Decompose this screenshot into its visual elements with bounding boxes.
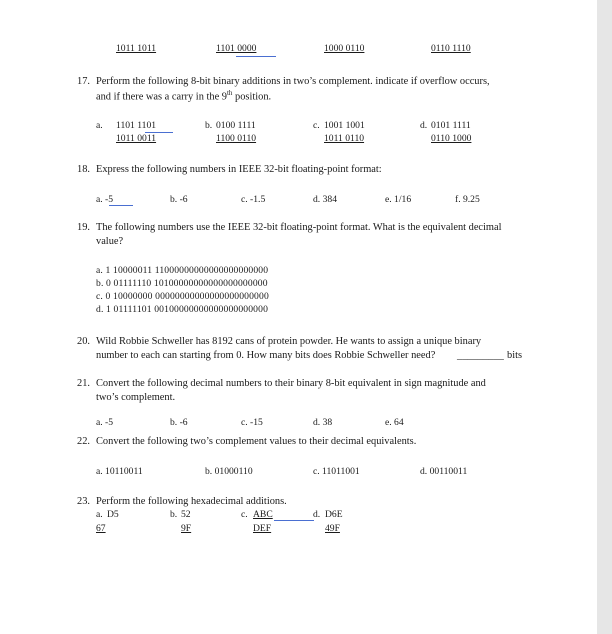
page-margin-scrollbar [597,0,612,634]
q18-item-a-spellcheck-underline [109,205,133,206]
q17-item-a-label: a. [96,120,103,131]
q21-text-line2: two’s complement. [96,392,176,403]
q18-item-a: a. -5 [96,194,114,205]
q19-item-a: a. 1 10000011 11000000000000000000000 [96,265,269,276]
q22-item-c: c. 11011001 [313,466,360,477]
q19-item-c: c. 0 10000000 00000000000000000000000 [96,291,269,302]
q23-item-b-top: 52 [181,509,191,520]
q20-text-line2: number to each can starting from 0. How many bits does Robbie Schweller need? [96,350,436,361]
q23-item-a-label: a. [96,509,103,520]
q23-item-c-top: ABC [253,509,273,520]
q21-item-b: b. -6 [170,417,188,428]
q18-item-c: c. -1.5 [241,194,266,205]
q16-value-b: 1101 0000 [216,43,257,54]
q17-item-b-bottom: 1100 0110 [216,133,257,144]
q21-text-line1: Convert the following decimal numbers to their binary 8-bit equivalent in sign magnitude and [96,378,486,389]
q18-item-f: f. 9.25 [455,194,480,205]
q19-item-d: d. 1 01111101 00100000000000000000000 [96,304,269,315]
q17-text-line1: Perform the following 8-bit binary additions in two’s complement. indicate if overflow occurs, [96,76,490,87]
q20-number: 20. [77,336,90,347]
q22-item-a: a. 10110011 [96,466,143,477]
q17-item-d-top: 0101 1111 [431,120,471,131]
q17-item-c-bottom: 1011 0110 [324,133,365,144]
q20-answer-blank[interactable]: _________ [457,350,504,361]
q22-text: Convert the following two’s complement values to their decimal equivalents. [96,436,417,447]
q23-item-d-label: d. [313,509,321,520]
q17-item-b-label: b. [205,120,213,131]
q21-number: 21. [77,378,90,389]
q17-item-b-top: 0100 1111 [216,120,256,131]
q23-item-d-top: D6E [325,509,343,520]
q19-number: 19. [77,222,90,233]
q20-text-line1: Wild Robbie Schweller has 8192 cans of protein powder. He wants to assign a unique binary [96,336,482,347]
q17-text-line2: and if there was a carry in the 9th position. [96,89,272,103]
q18-item-d: d. 384 [313,194,337,205]
q23-item-b-label: b. [170,509,178,520]
q22-number: 22. [77,436,90,447]
q18-text: Express the following numbers in IEEE 32-bit floating-point format: [96,164,382,175]
q21-item-d: d. 38 [313,417,333,428]
q16-value-d: 0110 1110 [431,43,471,54]
q23-item-c-bottom: DEF [253,523,272,534]
q16-value-c: 1000 0110 [324,43,365,54]
q22-item-b: b. 01000110 [205,466,253,477]
q19-text-line2: value? [96,236,124,247]
q23-item-d-bottom: 49F [325,523,340,534]
q19-text-line1: The following numbers use the IEEE 32-bit floating-point format. What is the equivalent decimal [96,222,502,233]
q23-number: 23. [77,496,90,507]
q20-suffix: bits [507,350,523,361]
q18-item-b: b. -6 [170,194,188,205]
q23-text: Perform the following hexadecimal additions. [96,496,287,507]
q17-item-d-bottom: 0110 1000 [431,133,472,144]
q23-item-c-spellcheck-underline [274,520,314,521]
q16-spellcheck-underline [236,56,276,57]
q23-item-a-bottom: 67 [96,523,106,534]
q17-item-a-top: 1101 1101 [116,120,157,131]
q23-item-c-label: c. [241,509,248,520]
q18-item-e: e. 1/16 [385,194,412,205]
q22-item-d: d. 00110011 [420,466,468,477]
q19-item-b: b. 0 01111110 10100000000000000000000 [96,278,268,289]
q17-item-c-label: c. [313,120,320,131]
q23-item-a-top: D5 [107,509,119,520]
q23-item-b-bottom: 9F [181,523,192,534]
q17-number: 17. [77,76,90,87]
q21-item-a: a. -5 [96,417,114,428]
q21-item-c: c. -15 [241,417,263,428]
q18-number: 18. [77,164,90,175]
q21-item-e: e. 64 [385,417,404,428]
q17-item-c-top: 1001 1001 [324,120,365,131]
q16-value-a: 1011 1011 [116,43,157,54]
q17-item-d-label: d. [420,120,428,131]
q17-item-a-bottom: 1011 0011 [116,133,157,144]
